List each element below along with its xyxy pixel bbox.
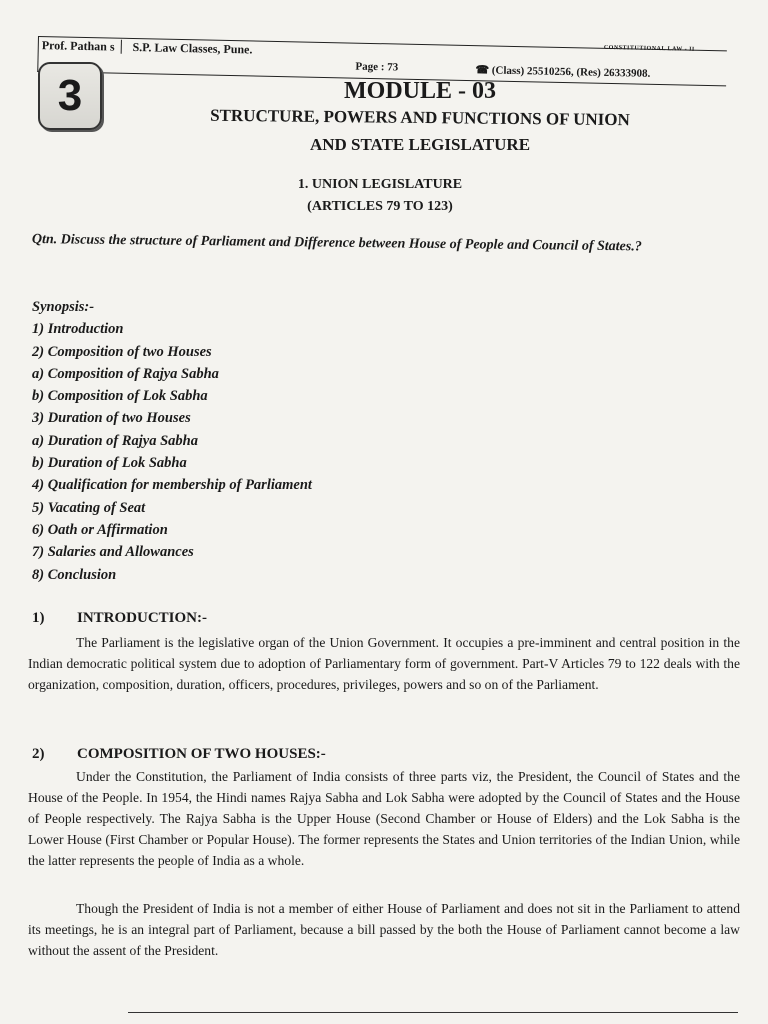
module-number-box: 3 [38,62,102,130]
synopsis-item: 7) Salaries and Allowances [32,544,194,561]
composition-paragraph: Though the President of India is not a member of either House of Parliament and does not sit in the Parliament to attend its meetings, he is an integral part of Parliament, because a bill passed by the both the House of Parliament cannot become a law without the assent of the President. [28,901,740,958]
composition-paragraph: Under the Constitution, the Parliament of India consists of three parts viz, the President, the Council of States and the House of the People. In 1954, the Hindi names Rajya Sabha and Lok Sabha were adopted by the Council of States and the House of People respectively. The Rajya Sabha is the Upper House (Second Chamber or House of Elders) and the Lok Sabha is the Lower House (First Chamber or Popular House). The former represents the States and Union territories of the Indian Union, while the latter represents the people of India as a whole. [28,769,740,868]
page-number: Page : 73 [355,60,399,74]
institute-name: S.P. Law Classes, Pune. [132,39,253,57]
section-title: INTRODUCTION:- [77,610,208,626]
subject-label: CONSTITUTIONAL LAW - II [603,44,695,53]
synopsis-item: 1) Introduction [32,321,124,338]
synopsis-item: a) Duration of Rajya Sabha [32,432,198,449]
chapter-articles: (ARTICLES 79 TO 123) [307,199,453,214]
synopsis-item: 8) Conclusion [32,566,117,583]
synopsis-title: Synopsis:- [32,299,95,315]
section-heading-composition [32,746,326,763]
question-text: Qtn. Discuss the structure of Parliament and Difference between House of People and Council of States.? [31,231,642,255]
module-title: MODULE - 03 [344,78,496,104]
introduction-paragraph: The Parliament is the legislative organ of the Union Government. It occupies a pre-imminent and central position in the Indian democratic political system due to adoption of Parliamentary form of government. Part-V Articles 79 to 122 deals with the organization, composition, duration, officers, procedures, privileges, powers and so on of the Parliament. [28,635,740,692]
synopsis-item: b) Composition of Lok Sabha [32,388,208,405]
chapter-title: 1. UNION LEGISLATURE [297,177,463,192]
module-heading-line1: STRUCTURE, POWERS AND FUNCTIONS OF UNION [210,105,630,130]
section-heading-introduction [32,610,207,627]
synopsis-item: b) Duration of Lok Sabha [32,455,187,472]
synopsis [32,296,452,586]
phone-numbers: (Class) 25510256, (Res) 26333908. [491,64,651,80]
section-number: 1) [32,610,45,626]
synopsis-item: a) Composition of Rajya Sabha [32,365,219,382]
professor-name: Prof. Pathan s [42,38,122,54]
section-number: 2) [32,746,45,762]
section-title: COMPOSITION OF TWO HOUSES:- [77,746,326,762]
phone-icon: ☎ [475,64,490,77]
synopsis-item: 4) Qualification for membership of Parliament [32,477,312,494]
module-heading-line2: AND STATE LEGISLATURE [309,135,531,154]
synopsis-item: 3) Duration of two Houses [32,410,191,427]
synopsis-item: 6) Oath or Affirmation [32,521,168,538]
synopsis-item: 2) Composition of two Houses [32,343,212,360]
footer-rule [128,1012,738,1013]
synopsis-item: 5) Vacating of Seat [32,499,146,516]
